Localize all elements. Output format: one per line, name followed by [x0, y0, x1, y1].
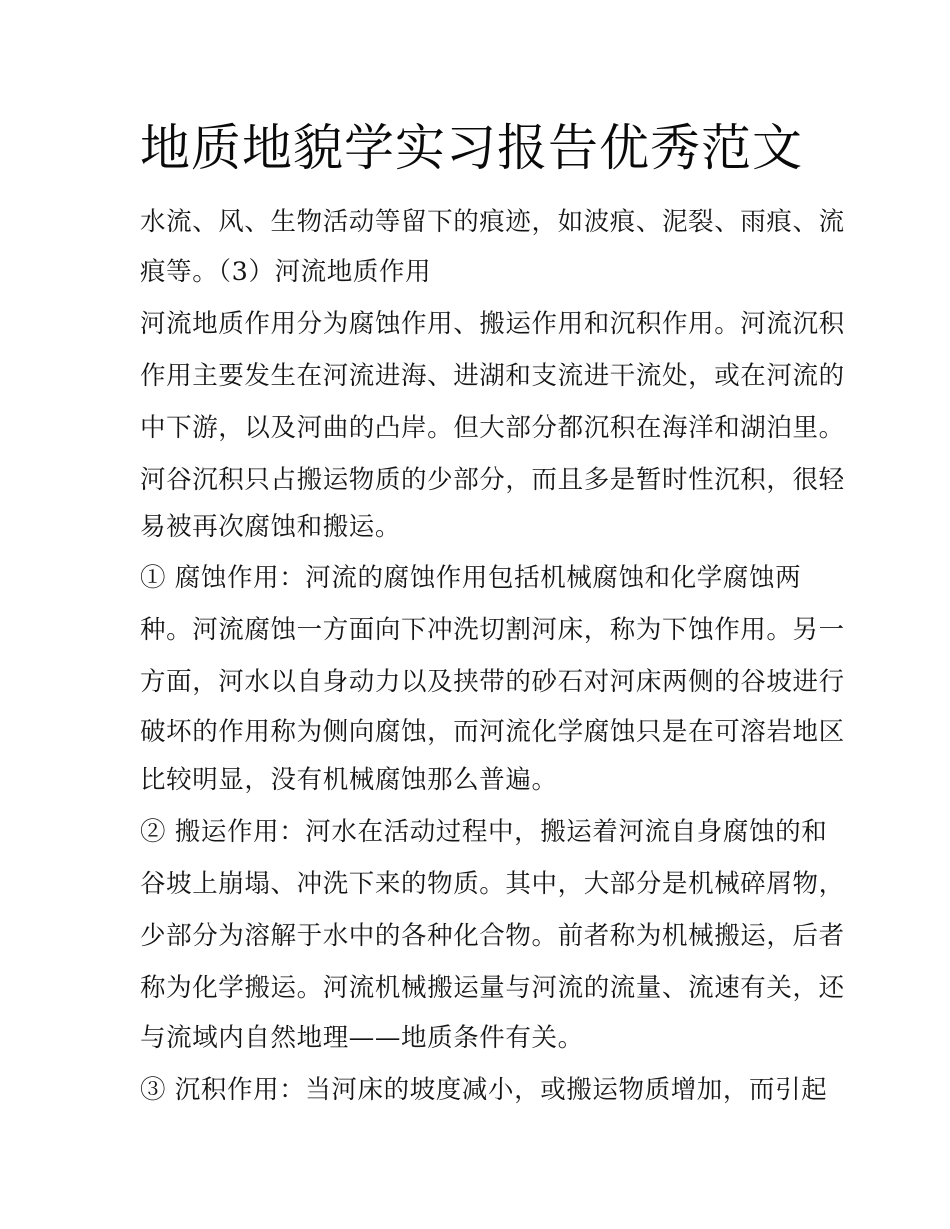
- paragraph-line: 少部分为溶解于水中的各种化合物。前者称为机械搬运，后者: [140, 921, 845, 951]
- paragraph-line: 河流地质作用分为腐蚀作用、搬运作用和沉积作用。河流沉积: [140, 309, 845, 339]
- paragraph-line: 河谷沉积只占搬运物质的少部分，而且多是暂时性沉积，很轻: [140, 465, 845, 495]
- paragraph-line: 比较明显，没有机械腐蚀那么普遍。: [140, 765, 558, 795]
- paragraph-line: 中下游，以及河曲的凸岸。但大部分都沉积在海洋和湖泊里。: [140, 413, 845, 443]
- paragraph-line: ③ 沉积作用：当河床的坡度减小，或搬运物质增加，而引起: [140, 1075, 828, 1105]
- paragraph-line: 水流、风、生物活动等留下的痕迹，如波痕、泥裂、雨痕、流: [140, 207, 845, 237]
- paragraph-line: 种。河流腐蚀一方面向下冲洗切割河床，称为下蚀作用。另一: [140, 615, 845, 645]
- paragraph-line: ① 腐蚀作用：河流的腐蚀作用包括机械腐蚀和化学腐蚀两: [140, 563, 802, 593]
- document-title: 地质地貌学实习报告优秀范文: [140, 119, 803, 177]
- paragraph-line: 作用主要发生在河流进海、进湖和支流进干流处，或在河流的: [140, 361, 845, 391]
- paragraph-line: 称为化学搬运。河流机械搬运量与河流的流量、流速有关，还: [140, 973, 845, 1003]
- paragraph-line: 易被再次腐蚀和搬运。: [140, 512, 402, 542]
- paragraph-line: ② 搬运作用：河水在活动过程中，搬运着河流自身腐蚀的和: [140, 817, 828, 847]
- paragraph-line: 与流域内自然地理——地质条件有关。: [140, 1023, 584, 1053]
- paragraph-line: 方面，河水以自身动力以及挟带的砂石对河床两侧的谷坡进行: [140, 667, 845, 697]
- paragraph-line: 痕等。（3）河流地质作用: [140, 257, 432, 287]
- paragraph-line: 谷坡上崩塌、冲洗下来的物质。其中，大部分是机械碎屑物，: [140, 869, 845, 899]
- paragraph-line: 破坏的作用称为侧向腐蚀，而河流化学腐蚀只是在可溶岩地区: [140, 717, 845, 747]
